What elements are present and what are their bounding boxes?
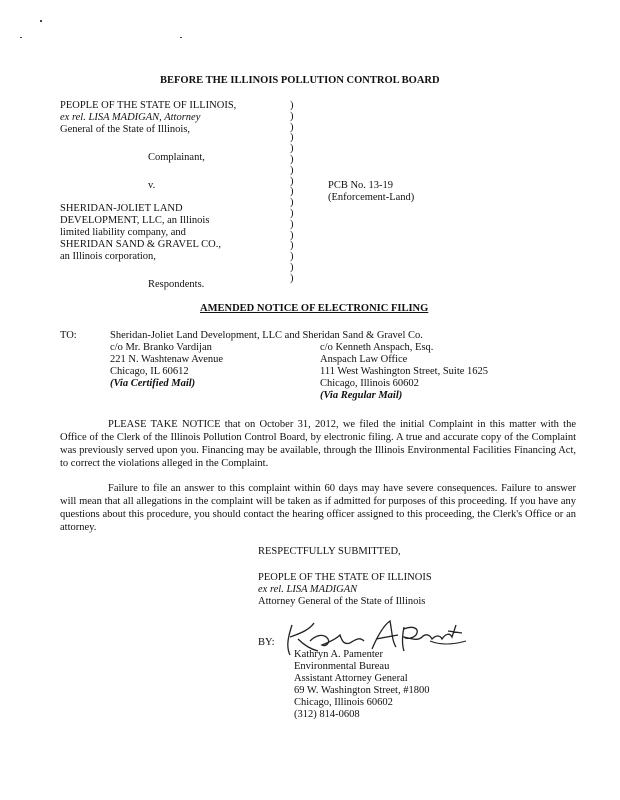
address-left-3: Chicago, IL 60612 <box>110 366 189 377</box>
scan-speck <box>20 37 22 38</box>
signer-title: Assistant Attorney General <box>294 673 408 684</box>
paragraph-failure: Failure to file an answer to this complaint within 60 days may have severe consequences. Failure to answer will mean that all allegations in the complaint will be taken as if admitted for purposes of this proceeding. If you have any questions about this procedure, you should contact the hearing officer assigned to this proceeding, the Clerk's Office or an attorney. <box>60 483 576 533</box>
paragraph-notice: PLEASE TAKE NOTICE that on October 31, 2012, we filed the initial Complaint in this matter with the Office of the Clerk of the Illinois Pollution Control Board, by electronic filing. A true and accurate copy of the Complaint was previously served upon you. Financing may be available, through the Illinois Environmental Facilities Financing Act, to correct the violations alleged in the Complaint. <box>60 419 576 469</box>
address-left-1: c/o Mr. Branko Vardijan <box>110 342 212 353</box>
case-number: PCB No. 13-19 <box>328 180 394 191</box>
address-right-3: 111 West Washington Street, Suite 1625 <box>320 366 489 377</box>
ex-rel: ex rel. <box>60 112 86 123</box>
signature-block-1: PEOPLE OF THE STATE OF ILLINOIS <box>258 572 432 583</box>
defendant-line-1: SHERIDAN-JOLIET LAND <box>60 203 183 214</box>
signer-bureau: Environmental Bureau <box>294 661 390 672</box>
to-label: TO: <box>60 330 77 341</box>
signer-phone: (312) 814-0608 <box>294 709 360 720</box>
notice-title: AMENDED NOTICE OF ELECTRONIC FILING <box>200 303 429 314</box>
address-right-1: c/o Kenneth Anspach, Esq. <box>320 342 434 353</box>
plaintiff-line-3: General of the State of Illinois, <box>60 124 191 135</box>
signer-city: Chicago, Illinois 60602 <box>294 697 393 708</box>
plaintiff-role: Complainant, <box>148 152 205 163</box>
scan-speck <box>40 20 42 22</box>
caption-brace-column: ) ) ) ) ) ) ) ) ) ) ) ) ) ) ) ) ) <box>290 100 294 284</box>
signer-street: 69 W. Washington Street, #1800 <box>294 685 430 696</box>
defendant-line-4: SHERIDAN SAND & GRAVEL CO., <box>60 239 222 250</box>
address-left-delivery: (Via Certified Mail) <box>110 378 196 389</box>
defendant-line-5: an Illinois corporation, <box>60 251 156 262</box>
signer-name: Kathryn A. Pamenter <box>294 649 383 660</box>
signature-block-3: Attorney General of the State of Illinois <box>258 596 426 607</box>
address-right-4: Chicago, Illinois 60602 <box>320 378 419 389</box>
addressees-line: Sheridan-Joliet Land Development, LLC and Sheridan Sand & Gravel Co. <box>110 330 423 341</box>
defendant-line-2: DEVELOPMENT, LLC, an Illinois <box>60 215 210 226</box>
closing: RESPECTFULLY SUBMITTED, <box>258 546 401 557</box>
address-right-2: Anspach Law Office <box>320 354 408 365</box>
signature-block-2: ex rel. LISA MADIGAN <box>258 584 358 595</box>
court-title: BEFORE THE ILLINOIS POLLUTION CONTROL BOARD <box>160 75 440 86</box>
scan-speck <box>180 37 182 38</box>
plaintiff-line-2: ex rel. LISA MADIGAN, Attorney <box>60 112 201 123</box>
defendant-role: Respondents. <box>148 279 205 290</box>
case-type: (Enforcement-Land) <box>328 192 415 203</box>
address-right-delivery: (Via Regular Mail) <box>320 390 403 401</box>
by-label: BY: <box>258 637 275 648</box>
address-left-2: 221 N. Washtenaw Avenue <box>110 354 224 365</box>
defendant-line-3: limited liability company, and <box>60 227 186 238</box>
ex-rel: ex rel. <box>258 584 284 595</box>
plaintiff-line-1: PEOPLE OF THE STATE OF ILLINOIS, <box>60 100 237 111</box>
versus: v. <box>148 180 156 191</box>
